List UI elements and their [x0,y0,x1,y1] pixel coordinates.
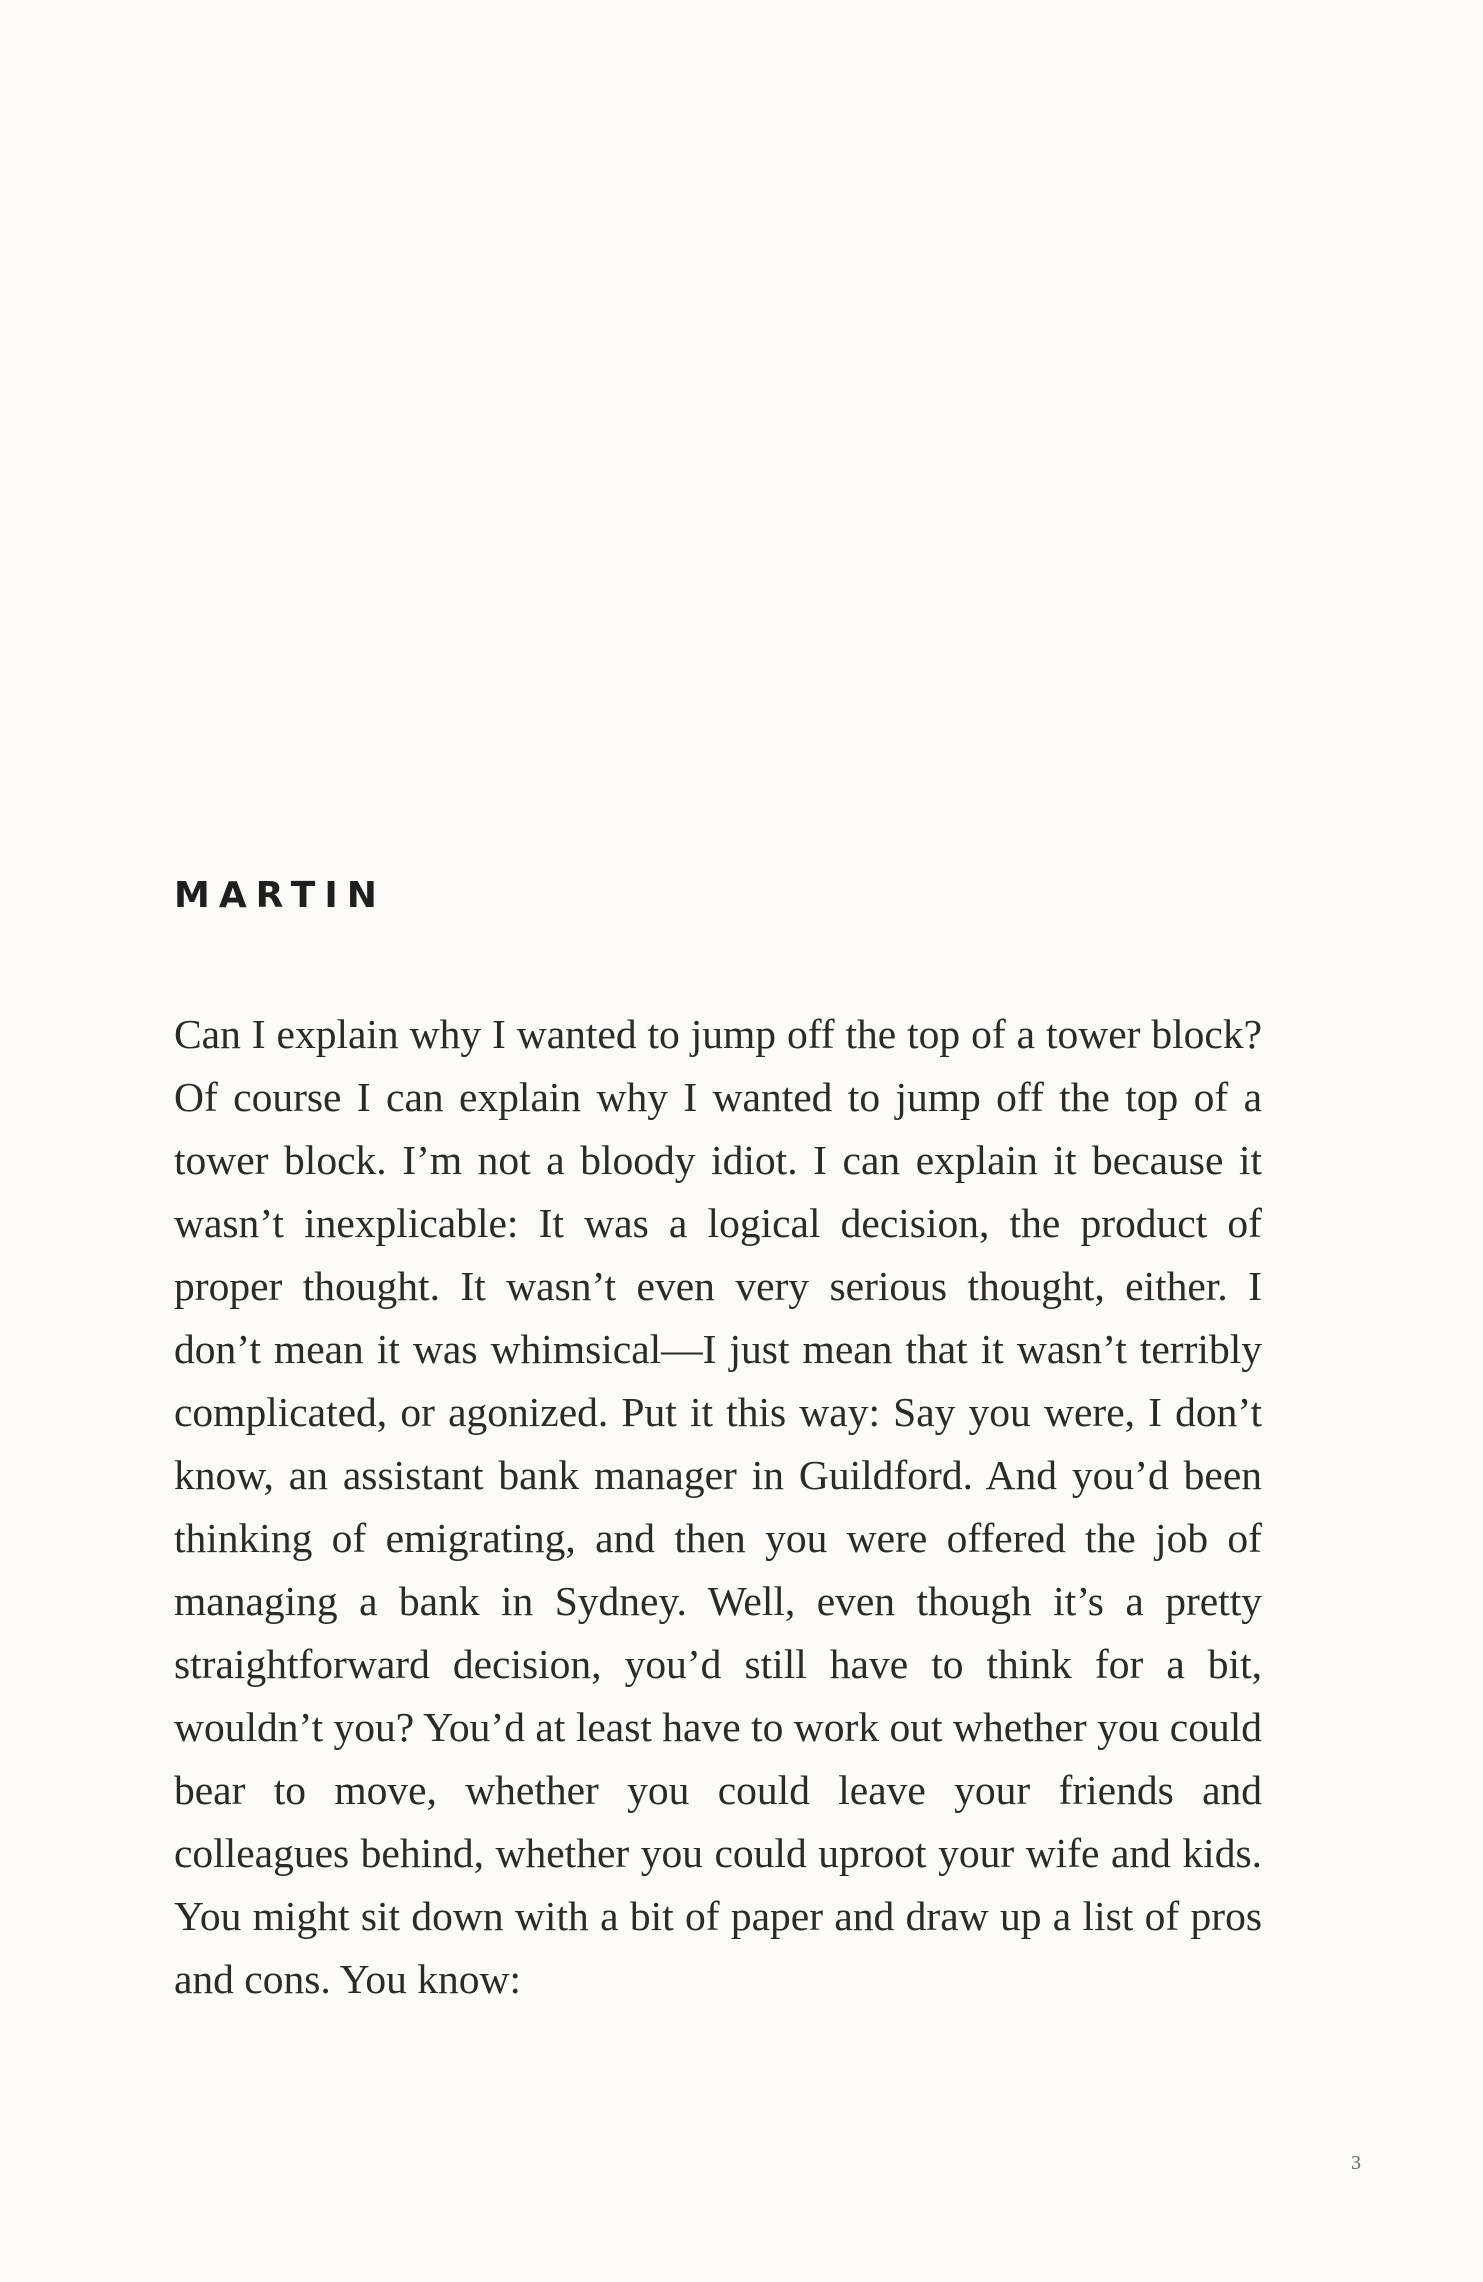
body-paragraph: Can I explain why I wanted to jump off the top of a tower block? Of course I can explain why I wanted to jump off the top of a tower block. I’m not a bloody idiot. I can explain it because it wasn’t inexplicable: It was a logical decision, the product of proper thought. It wasn’t even very serious thought, either. I don’t mean it was whimsical—I just mean that it wasn’t terribly complicated, or agonized. Put it this way: Say you were, I don’t know, an assistant bank manager in Guildford. And you’d been thinking of emigrating, and then you were offered the job of managing a bank in Sydney. Well, even though it’s a pretty straightforward decision, you’d still have to think for a bit, wouldn’t you? You’d at least have to work out whether you could bear to move, whether you could leave your friends and colleagues behind, whether you could uproot your wife and kids. You might sit down with a bit of paper and draw up a list of pros and cons. You know: [174,1011,1262,2002]
page-number: 3 [1351,2152,1361,2174]
chapter-heading: MARTIN [174,875,386,916]
